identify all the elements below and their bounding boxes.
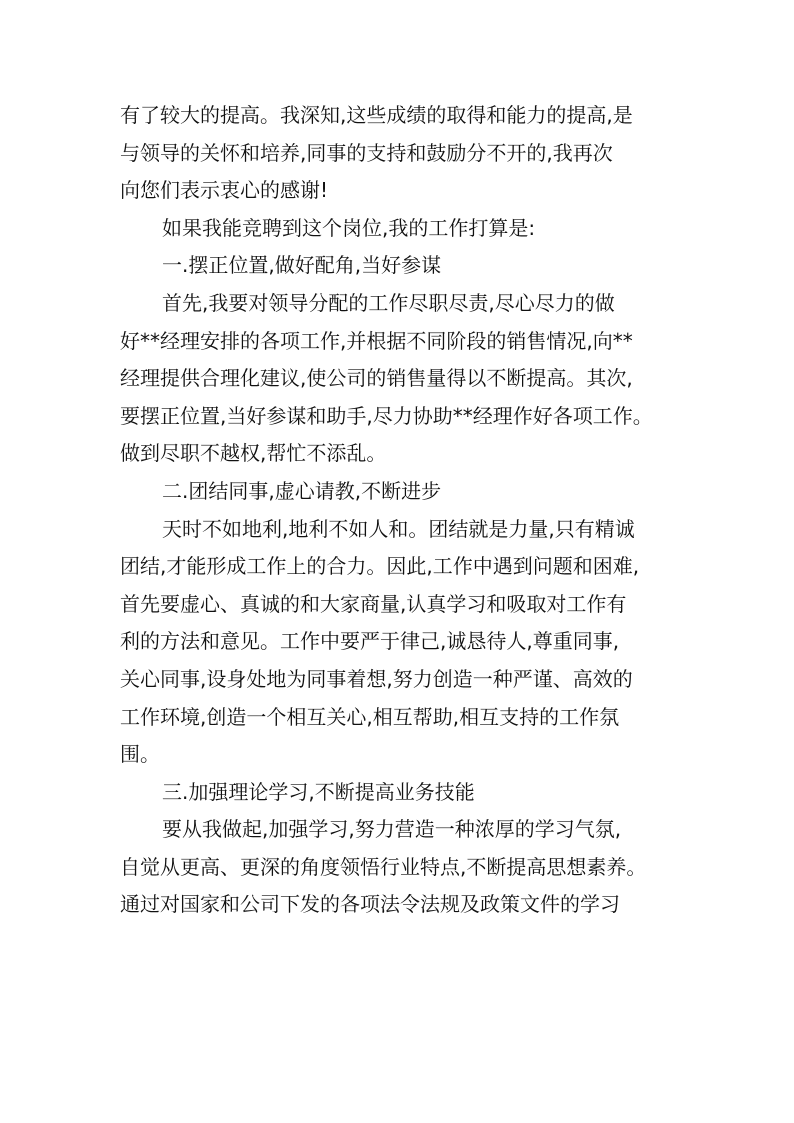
text-line: 关心同事,设身处地为同事着想,努力创造一种严谨、高效的 xyxy=(120,666,633,691)
text-line: 如果我能竞聘到这个岗位,我的工作打算是: xyxy=(162,215,536,240)
text-line: 首先要虚心、真诚的和大家商量,认真学习和吸取对工作有 xyxy=(120,591,627,616)
text-line: 经理提供合理化建议,使公司的销售量得以不断提高。其次, xyxy=(120,366,633,391)
text-line: 向您们表示衷心的感谢! xyxy=(120,178,329,203)
text-line: 工作环境,创造一个相互关心,相互帮助,相互支持的工作氛 xyxy=(120,704,620,729)
text-line: 自觉从更高、更深的角度领悟行业特点,不断提高思想素养。 xyxy=(120,854,647,879)
text-line: 团结,才能形成工作上的合力。因此,工作中遇到问题和困难, xyxy=(120,554,640,579)
text-line: 要摆正位置,当好参谋和助手,尽力协助**经理作好各项工作。 xyxy=(120,403,653,428)
text-line: 围。 xyxy=(120,742,160,767)
text-line: 利的方法和意见。工作中要严于律己,诚恳待人,尊重同事, xyxy=(120,629,620,654)
document-body xyxy=(120,97,686,924)
text-line: 天时不如地利,地利不如人和。团结就是力量,只有精诚 xyxy=(162,516,635,541)
text-line: 与领导的关怀和培养,同事的支持和鼓励分不开的,我再次 xyxy=(120,140,613,165)
text-line: 做到尽职不越权,帮忙不添乱。 xyxy=(120,441,387,466)
section-heading-2: 二.团结同事,虚心请教,不断进步 xyxy=(162,478,442,503)
text-line: 通过对国家和公司下发的各项法令法规及政策文件的学习 xyxy=(120,892,620,917)
section-heading-1: 一.摆正位置,做好配角,当好参谋 xyxy=(162,253,442,278)
text-line: 好**经理安排的各项工作,并根据不同阶段的销售情况,向** xyxy=(120,328,633,353)
text-line: 要从我做起,加强学习,努力营造一种浓厚的学习气氛, xyxy=(162,817,622,842)
text-line: 有了较大的提高。我深知,这些成绩的取得和能力的提高,是 xyxy=(120,103,633,127)
section-heading-3: 三.加强理论学习,不断提高业务技能 xyxy=(162,779,475,804)
text-line: 首先,我要对领导分配的工作尽职尽责,尽心尽力的做 xyxy=(162,290,615,315)
